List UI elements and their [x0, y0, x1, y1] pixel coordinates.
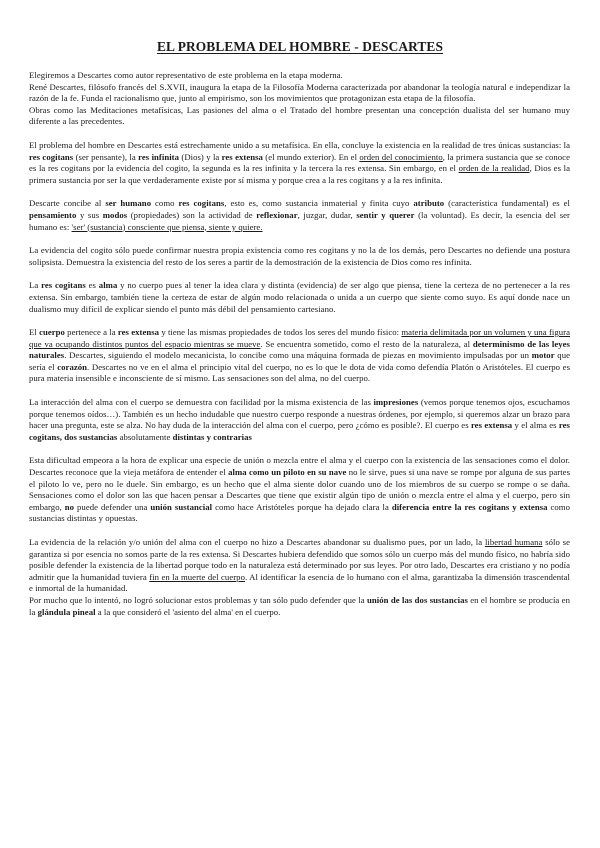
paragraph-text: (el mundo exterior). En el	[262, 151, 360, 162]
bold-term: diferencia entre la res cogitans y extensa	[391, 501, 548, 512]
paragraph-text: a la que consideró el 'asiento del alma' en el cuerpo.	[95, 606, 281, 617]
paragraph-text: Esta dificultad empeora a la hora de explicar una especie de unión o mezcla entre el alma y el cuerpo con la existencia de las sensaciones como el dolor. Descartes reconoce que la vieja metáfora de entender el	[29, 455, 570, 478]
paragraph-text: René Descartes, filósofo francés del S.XVII, inaugura la etapa de la Filosofía Moderna caracterizada por abandonar la teología natural e independizar la razón de la fe. Funda el racionalismo que, junto al empirismo, son los movimientos que protagonizan esta etapa de la filosofía.	[29, 81, 570, 104]
bold-term: glándula pineal	[37, 606, 96, 617]
paragraph-text: El	[29, 327, 40, 338]
paragraph-text: sólo se garantiza si por esencia no somos parte de la res extensa. Si Descartes hubiera defendido que somos sólo un cuerpo más del mundo físico, no habría sido posible defender la existencia de la libertad porque todo en la naturaleza está determinado por sus leyes. Por otro lado, Descartes era cristiano y no podía admitir que la humanidad tuviera	[29, 537, 570, 582]
paragraph-text: puede defender una	[74, 501, 151, 512]
bold-term: alma como un piloto en su nave	[228, 467, 347, 478]
paragraph-text: Descarte concibe al	[29, 198, 106, 209]
paragraph-text: (propiedades) son la actividad de	[127, 209, 257, 220]
paragraph-text: como sustancias distintas y opuestas.	[29, 501, 571, 524]
paragraph-text: es	[85, 280, 99, 291]
paragraph-text: , Dios es la primera sustancia por ser la que verdaderamente existe por sí misma y porque crea a la res cogitans y a la res infinita.	[29, 163, 570, 185]
bold-term: unión sustancial	[150, 501, 213, 512]
bold-term: reflexionar	[256, 209, 298, 220]
bold-term: ser humano	[105, 198, 152, 209]
bold-term: res cogitans	[29, 151, 74, 162]
paragraph-text: La interacción del alma con el cuerpo se demuestra con facilidad por la misma existencia de las	[29, 397, 374, 408]
paragraph-text: . Se encuentra sometido, como el resto de la naturaleza, al	[260, 338, 473, 349]
paragraph-text: como	[151, 198, 179, 209]
bold-term: determinismo de las leyes naturales	[29, 338, 570, 361]
bold-term: res cogitans	[41, 280, 86, 291]
paragraph-text: (ser pensante), la	[73, 151, 139, 162]
paragraph-text: en el hombre se producía en la	[29, 594, 570, 617]
bold-term: motor	[531, 350, 555, 361]
paragraph-text: , la primera sustancia que se conoce es la res cogitans por la evidencia del cogito, la segunda es la res infinita y la tercera la res extensa. Sin embargo, en el	[29, 151, 570, 174]
paragraph-text: absolutamente	[117, 431, 173, 442]
bold-term: res infinita	[138, 151, 180, 162]
paragraph-text: , juzgar, dudar,	[297, 209, 357, 220]
paragraph-text: . Descartes, siguiendo el modelo mecanicista, lo concibe como una máquina formada de piezas en movimiento impulsadas por un	[64, 350, 532, 361]
bold-term: modos	[102, 209, 128, 220]
page-title: EL PROBLEMA DEL HOMBRE - DESCARTES	[156, 39, 444, 54]
paragraph-text: Obras como las Meditaciones metafísicas, Las pasiones del alma o el Tratado del hombre presentan una concepción dualista del ser humano muy diferente a las precedentes.	[29, 104, 570, 127]
paragraph-cuerpo	[29, 327, 570, 385]
underlined-phrase: materia delimitada por un volumen y una figura que va ocupando distintos puntos del espacio mientras se mueve	[29, 327, 570, 349]
paragraph-text: (Dios) y la	[179, 151, 222, 162]
paragraph-metafisica	[29, 140, 570, 186]
paragraph-conclusion	[29, 595, 570, 618]
underlined-phrase: 'ser' (sustancia) consciente que piensa, siente y quiere.	[71, 221, 263, 232]
paragraph-libertad	[29, 537, 570, 595]
bold-term: alma	[98, 280, 118, 291]
paragraph-dificultad	[29, 455, 570, 525]
paragraph-text: Elegiremos a Descartes como autor representativo de este problema en la etapa moderna.	[29, 70, 343, 80]
bold-term: atributo	[413, 198, 445, 209]
paragraph-text: como hace Aristóteles porque ha dejado clara la	[212, 501, 392, 512]
paragraph-ser-humano	[29, 198, 570, 233]
paragraph-text: y no cuerpo pues al tener la idea clara y distinta (evidencia) de ser algo que piensa, tiene la certeza de no pertenecer a la res extensa. Sin embargo, también tiene la certeza de estar de algún modo relacionada o unida a un cuerpo que siente como suyo. Es aquí donde nace un dualismo muy difícil de explicar siendo el punto más débil del pensamiento cartesiano.	[29, 280, 570, 314]
bold-term: sentir y querer	[356, 209, 415, 220]
document-body	[29, 70, 570, 618]
paragraph-text: y sus	[76, 209, 103, 220]
paragraph-rene	[29, 82, 570, 105]
bold-term: distintas y contrarias	[172, 431, 252, 442]
paragraph-text: La evidencia del cogito sólo puede confirmar nuestra propia existencia como res cogitans y no la de los demás, pero Descartes no defiende una postura solipsista. Demuestra la existencia del resto de los seres a partir de la demostración de la existencia de Dios como res infinita.	[29, 245, 570, 267]
paragraph-text: , esto es, como sustancia inmaterial y finita cuyo	[224, 198, 414, 209]
paragraph-text: El problema del hombre en Descartes está estrechamente unido a su metafísica. En ella, concluye la existencia en la realidad de tres únicas sustancias: la	[29, 139, 570, 150]
bold-term: res extensa	[221, 151, 263, 162]
paragraph-evidencia-cogito	[29, 245, 570, 268]
paragraph-text: no le sirve, pues si una nave se rompe por alguna de sus partes el piloto lo ve, pero no le duele. Sin embargo, es un hecho que el alma siente dolor cuando uno de los miembros de su cuerpo se rompe o se daña. Sensaciones como el dolor son las que hacen pensar a Descartes que tiene que existir algún tipo de unión o mezcla entre el alma y el cuerpo, pero sin embargo,	[29, 467, 570, 512]
paragraph-interaccion	[29, 397, 570, 443]
bold-term: cuerpo	[39, 327, 65, 338]
paragraph-text: (característica fundamental) es el	[444, 198, 571, 209]
paragraph-text: . Descartes no ve en el alma el principio vital del cuerpo, no es lo que le dota de vida como defendía Platón o Aristóteles. El cuerpo es pura materia insensible e inconsciente de sí mismo. Las sensaciones son del alma, no del cuerpo.	[29, 361, 570, 384]
bold-term: impresiones	[373, 397, 419, 408]
bold-term: corazón	[57, 361, 88, 372]
paragraph-text: Por mucho que lo intentó, no logró solucionar estos problemas y tan sólo pudo defender que la	[29, 594, 368, 605]
underlined-phrase: fin en la muerte del cuerpo	[149, 571, 245, 582]
bold-term: res extensa	[117, 327, 160, 338]
paragraph-text: . Al identificar la esencia de lo humano con el alma, garantizaba la dimensión trascendental e inmortal de la humanidad.	[29, 571, 570, 594]
underlined-phrase: orden del conocimiento	[359, 151, 443, 162]
paragraph-text: La	[29, 280, 42, 291]
paragraph-intro	[29, 70, 570, 82]
bold-term: unión de las dos sustancias	[367, 594, 468, 605]
paragraph-alma	[29, 280, 570, 315]
paragraph-text: (vemos porque tenemos ojos, escuchamos porque tenemos oídos…). También es un hecho indudable que nuestro cuerpo responde a nuestras órdenes, por ejemplo, si queremos alzar un brazo para hacer una pregunta, este se alza. No hay duda de la interacción del alma con el cuerpo, pero ¿cómo es posible?. El cuerpo es	[29, 397, 570, 431]
bold-term: pensamiento	[29, 209, 77, 220]
paragraph-obras	[29, 105, 570, 128]
paragraph-text: pertenece a la	[64, 327, 118, 338]
paragraph-text: que sería el	[29, 350, 570, 372]
paragraph-text: y el alma es	[512, 420, 559, 431]
paragraph-text: (la voluntad). Es decir, la esencia del ser humano es:	[29, 209, 570, 232]
paragraph-text: La evidencia de la relación y/o unión del alma con el cuerpo no hizo a Descartes abandonar su dualismo pues, por un lado, la	[29, 537, 485, 547]
bold-term: no	[64, 501, 75, 512]
bold-term: res cogitans	[178, 198, 225, 209]
paragraph-text: y tiene las mismas propiedades de todos los seres del mundo físico:	[159, 327, 402, 338]
underlined-phrase: libertad humana	[484, 537, 543, 547]
bold-term: res extensa	[470, 420, 513, 431]
underlined-phrase: orden de la realidad	[458, 163, 530, 174]
bold-term: res cogitans, dos sustancias	[29, 420, 570, 442]
